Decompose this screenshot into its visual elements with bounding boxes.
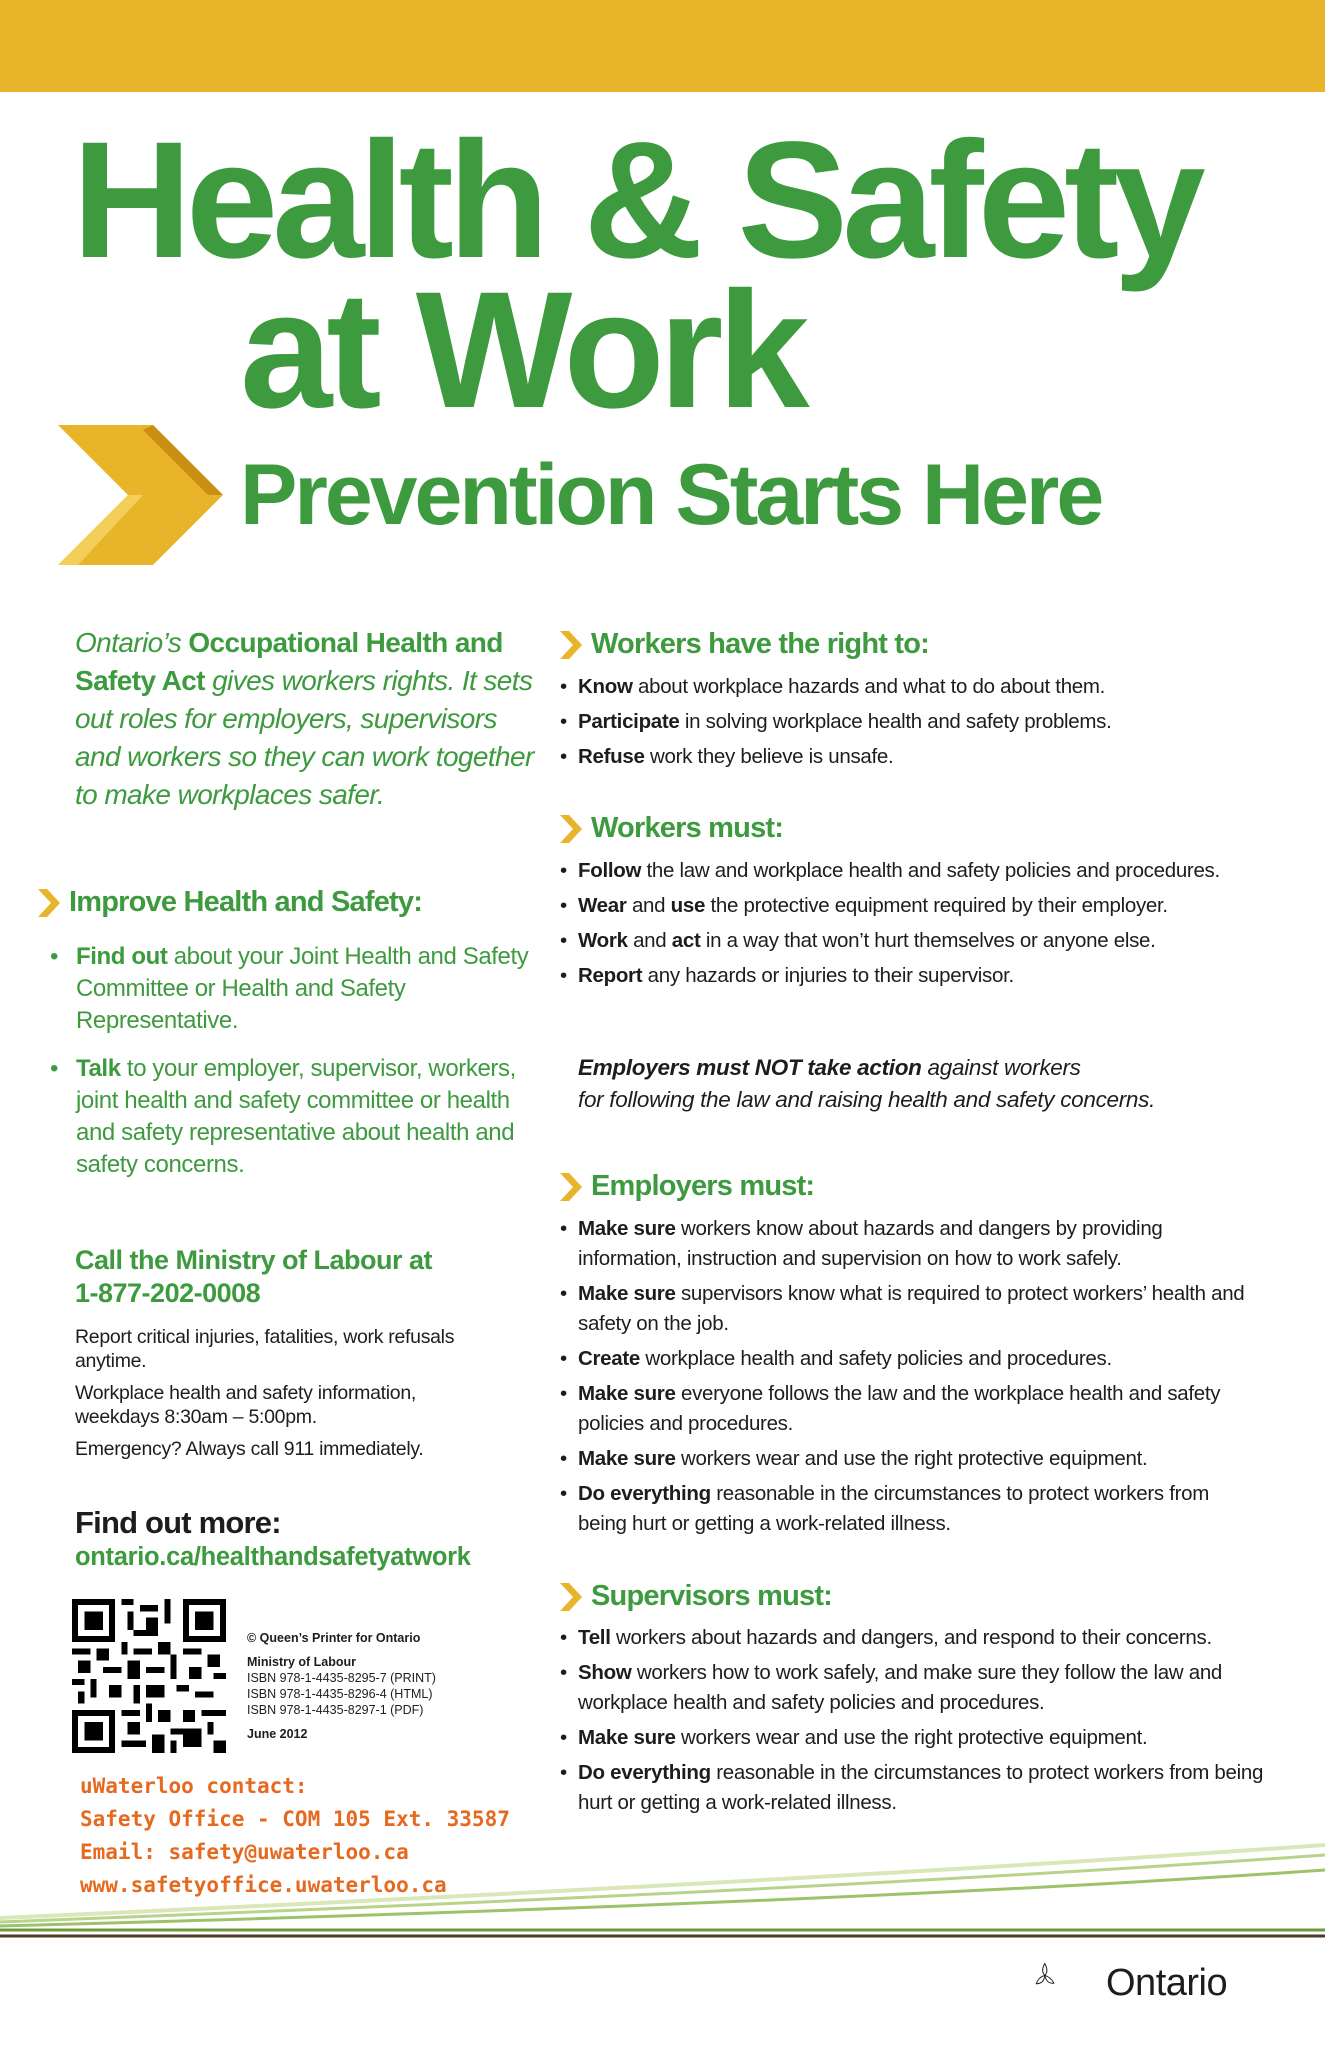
trillium-icon	[1035, 1938, 1105, 2010]
find-out-more-link[interactable]: ontario.ca/healthandsafetyatwork	[75, 1543, 471, 1571]
publication-info: © Queen’s Printer for Ontario Ministry of Labour ISBN 978-1-4435-8295-7 (PRINT) ISBN 978-1-4435-8296-4 (HTML) ISBN 978-1-4435-8297-1 (PDF) June 2012	[247, 1631, 436, 1741]
chevron-icon	[38, 889, 60, 917]
list-item: • Tell workers about hazards and dangers, and respond to their concerns.	[560, 1623, 1300, 1653]
info-line: Workplace health and safety information, weekdays 8:30am – 5:00pm.	[75, 1382, 416, 1428]
list-item: • Refuse work they believe is unsafe.	[560, 742, 1300, 772]
list-item: • Talk to your employer, supervisor, workers, joint health and safety committee or health and safety representative about health and safety concerns.	[50, 1053, 540, 1181]
top-gold-band	[0, 0, 1325, 92]
uwaterloo-contact: uWaterloo contact: Safety Office - COM 105 Ext. 33587 Email: safety@uwaterloo.ca www.safetyoffice.uwaterloo.ca	[80, 1770, 510, 1902]
list-item: • Show workers how to work safely, and make sure they follow the law and workplace health and safety policies and procedures.	[560, 1658, 1300, 1718]
supervisors-must-list	[560, 1623, 1300, 1823]
workers-must-heading: Workers must:	[560, 812, 783, 845]
list-item: • Wear and use the protective equipment required by their employer.	[560, 891, 1310, 921]
website-link[interactable]: www.safetyoffice.uwaterloo.ca	[80, 1873, 447, 1897]
ontario-wordmark: Ontario	[1106, 1962, 1228, 2004]
list-item: • Make sure everyone follows the law and the workplace health and safety policies and procedures.	[560, 1379, 1250, 1439]
qr-code-icon	[72, 1599, 226, 1753]
list-item: • Make sure workers wear and use the right protective equipment.	[560, 1444, 1250, 1474]
info-line: Emergency? Always call 911 immediately.	[75, 1438, 424, 1460]
subtitle: Prevention Starts Here	[240, 447, 1102, 543]
list-item: • Know about workplace hazards and what to do about them.	[560, 672, 1300, 702]
email-link[interactable]: Email: safety@uwaterloo.ca	[80, 1840, 409, 1864]
list-item: • Find out about your Joint Health and Safety Committee or Health and Safety Representative.	[50, 941, 540, 1037]
list-item: • Follow the law and workplace health and safety policies and procedures.	[560, 856, 1310, 886]
employers-must-list	[560, 1214, 1250, 1544]
workers-right-list	[560, 672, 1300, 777]
ministry-info	[75, 1325, 505, 1469]
list-item: • Make sure workers know about hazards and dangers by providing information, instruction and supervision on how to work safely.	[560, 1214, 1250, 1274]
list-item: • Do everything reasonable in the circumstances to protect workers from being hurt or getting a work-related illness.	[560, 1758, 1300, 1818]
info-line: Report critical injuries, fatalities, work refusals anytime.	[75, 1326, 455, 1372]
list-item: • Do everything reasonable in the circumstances to protect workers from being hurt or getting a work-related illness.	[560, 1479, 1250, 1539]
ministry-phone: 1-877-202-0008	[75, 1278, 261, 1308]
intro-paragraph: Ontario’s Occupational Health and Safety Act gives workers rights. It sets out roles for employers, supervisors and workers so they can work together to make workplaces safer.	[75, 627, 534, 810]
title-line-2: at Work	[240, 258, 804, 443]
list-item: • Make sure workers wear and use the right protective equipment.	[560, 1723, 1300, 1753]
chevron-icon	[560, 631, 582, 659]
large-chevron-icon	[58, 425, 228, 565]
improve-list	[50, 941, 540, 1197]
employers-must-heading: Employers must:	[560, 1170, 814, 1203]
employers-note: Employers must NOT take action against workers for following the law and raising health and safety concerns.	[578, 1055, 1156, 1112]
improve-heading: Improve Health and Safety:	[38, 886, 422, 919]
list-item: • Work and act in a way that won’t hurt themselves or anyone else.	[560, 926, 1310, 956]
chevron-icon	[560, 1583, 582, 1611]
ministry-call-heading: Call the Ministry of Labour at 1-877-202-0008	[75, 1245, 433, 1308]
chevron-icon	[560, 1173, 582, 1201]
list-item: • Report any hazards or injuries to their supervisor.	[560, 961, 1310, 991]
workers-right-heading: Workers have the right to:	[560, 628, 929, 661]
supervisors-must-heading: Supervisors must:	[560, 1580, 832, 1613]
footer-swoosh	[0, 1840, 1325, 1940]
act-name: Occupational Health and Safety Act	[75, 627, 503, 696]
list-item: • Create workplace health and safety policies and procedures.	[560, 1344, 1250, 1374]
chevron-icon	[560, 815, 582, 843]
title-line-1: Health & Safety	[72, 108, 1200, 293]
list-item: • Make sure supervisors know what is required to protect workers’ health and safety on the job.	[560, 1279, 1250, 1339]
list-item: • Participate in solving workplace health and safety problems.	[560, 707, 1300, 737]
workers-must-list	[560, 856, 1310, 996]
find-out-more-heading: Find out more:	[75, 1505, 281, 1540]
